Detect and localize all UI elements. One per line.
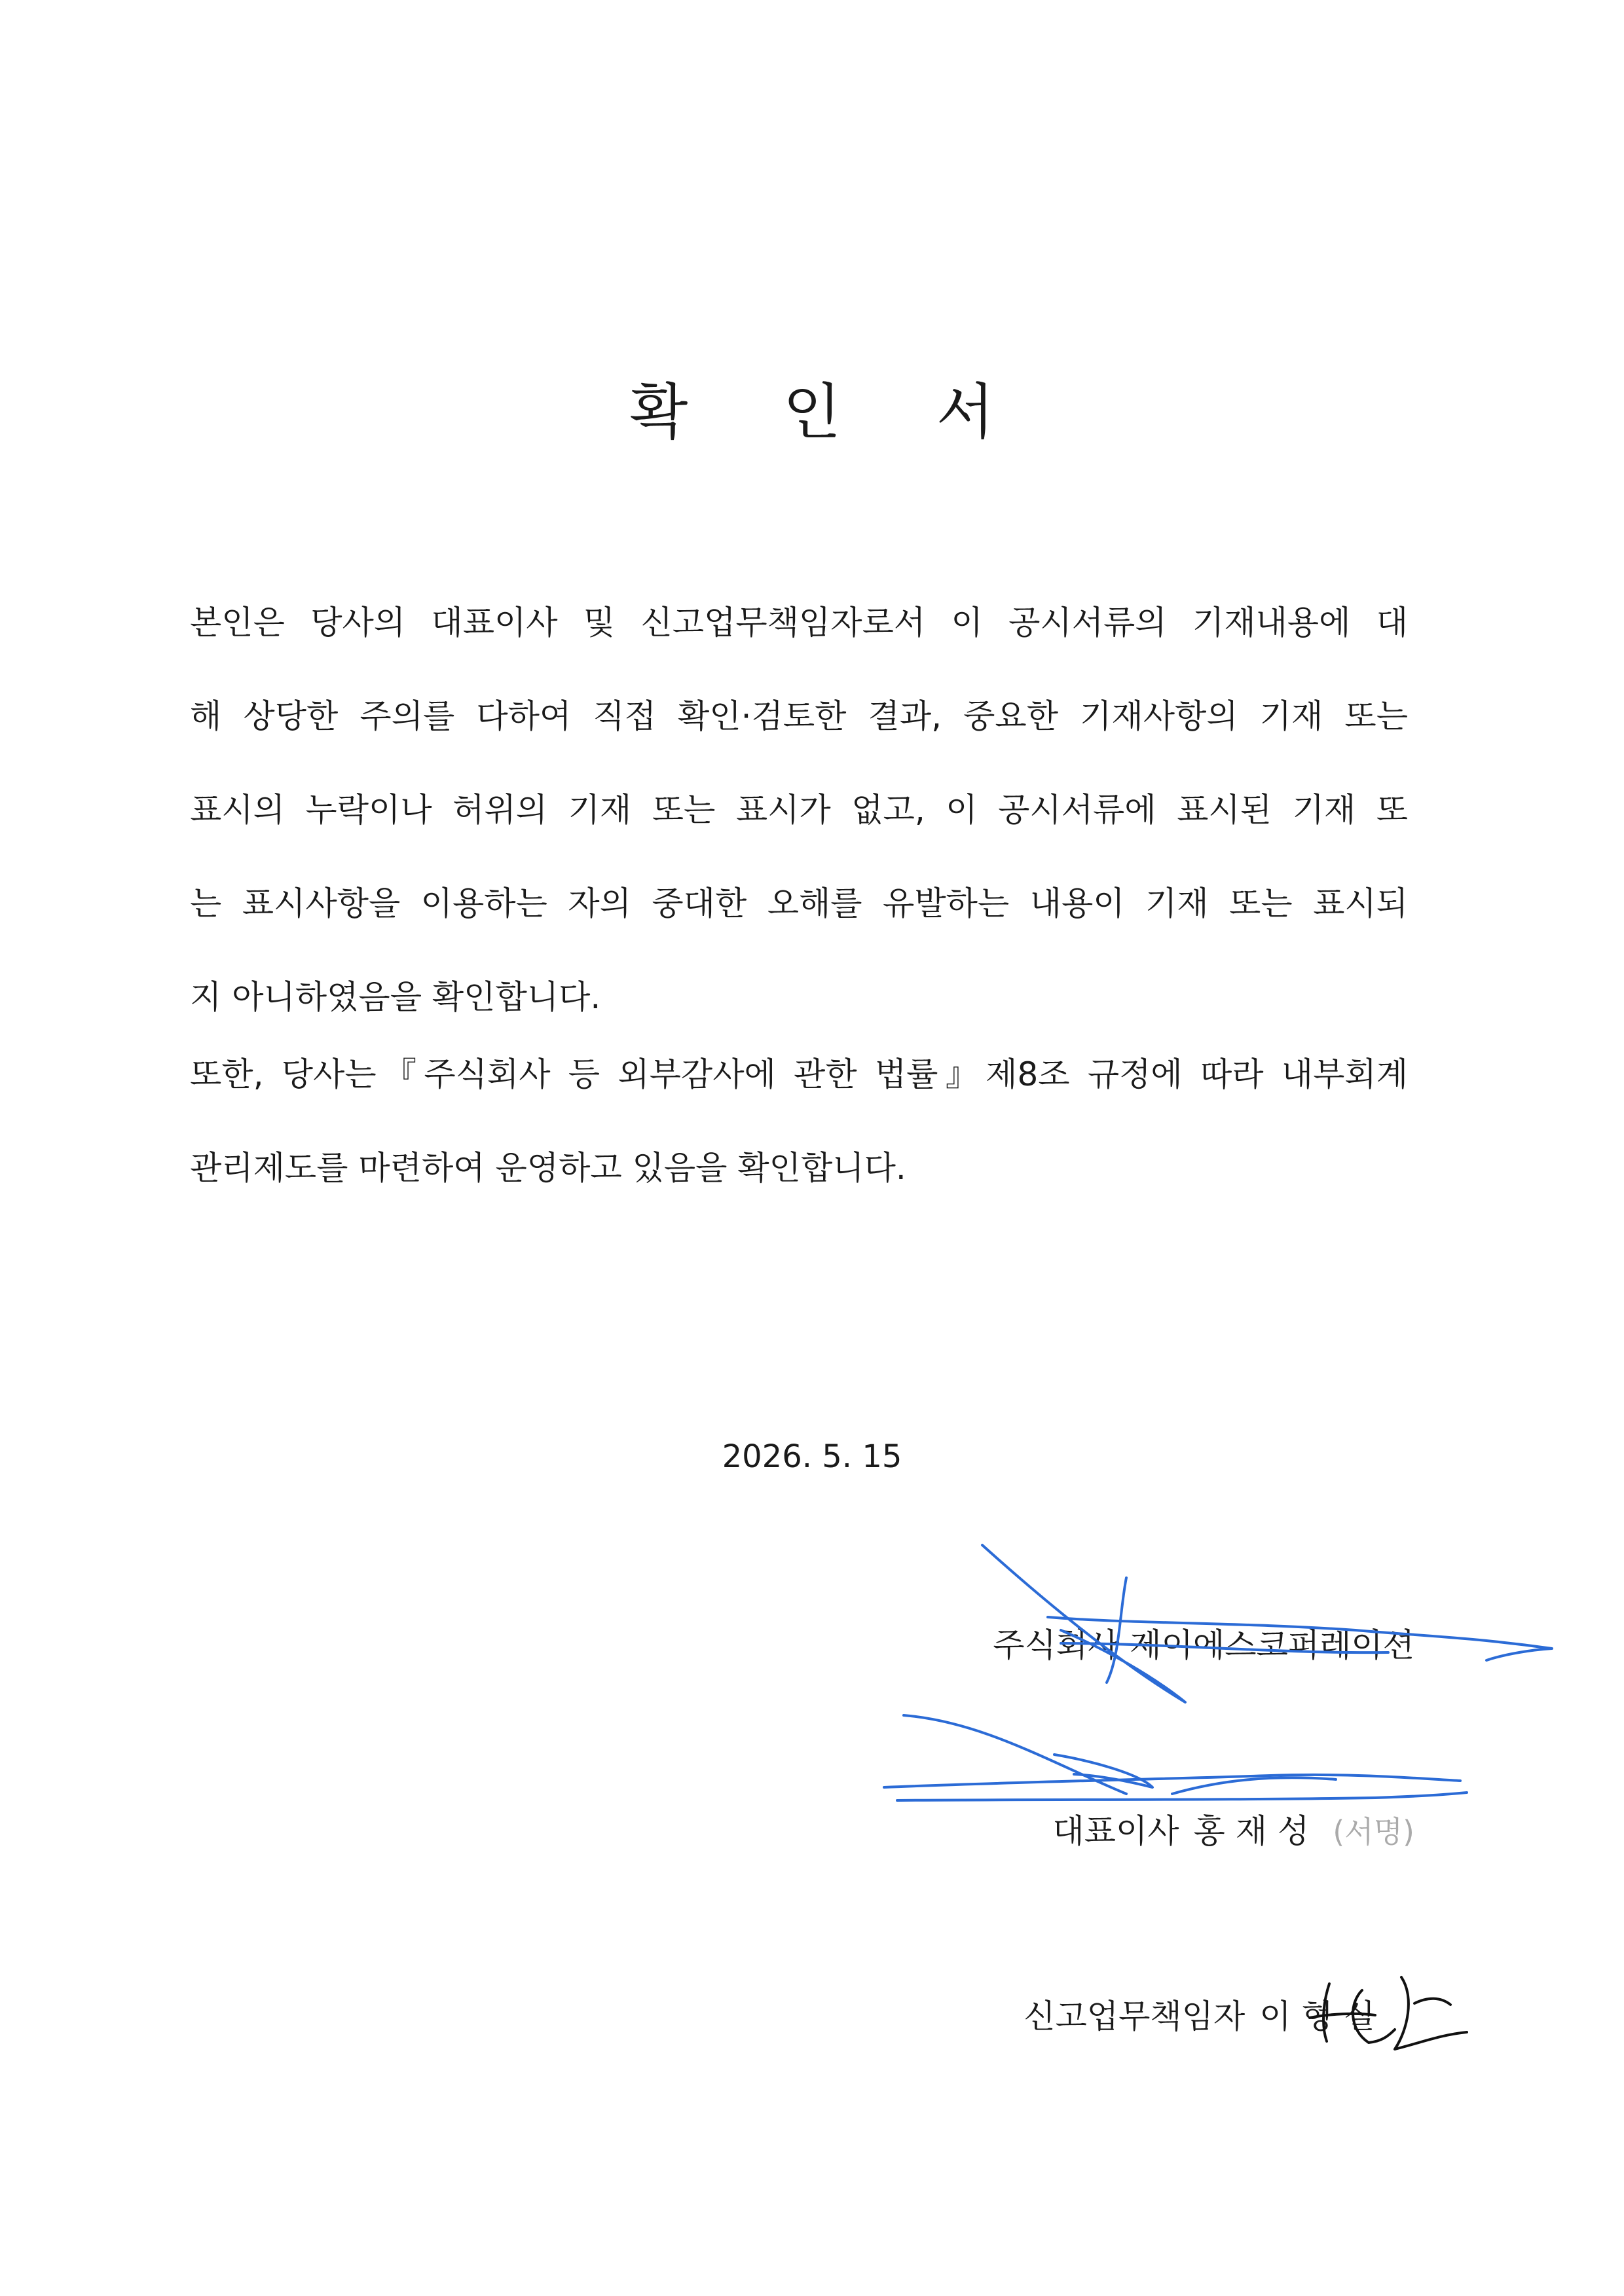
paragraph-line: 는 표시사항을 이용하는 자의 중대한 오해를 유발하는 내용이 기재 또는 표시되 bbox=[190, 884, 1408, 922]
ceo-signature bbox=[877, 1702, 1473, 1813]
ceo-signature-line bbox=[1052, 1808, 1414, 1855]
confirmation-paragraph bbox=[190, 576, 1408, 1044]
officer-label: 신고업무책임자 bbox=[1024, 1997, 1246, 2035]
paragraph-line: 본인은 당사의 대표이사 및 신고업무책임자로서 이 공시서류의 기재내용에 대 bbox=[190, 604, 1408, 642]
document-title: 확 인 서 bbox=[629, 377, 1033, 447]
sign-placeholder: (서명) bbox=[1333, 1814, 1414, 1850]
officer-signature-line bbox=[1024, 1994, 1375, 2039]
paragraph-line: 해 상당한 주의를 다하여 직접 확인·검토한 결과, 중요한 기재사항의 기재 또는 bbox=[190, 697, 1408, 735]
paragraph-line: 지 아니하였음을 확인합니다. bbox=[190, 978, 601, 1016]
officer-name: 이 형 실 bbox=[1259, 1997, 1375, 2035]
paragraph-line: 또한, 당사는『주식회사 등 외부감사에 관한 법률』제8조 규정에 따라 내부회계 bbox=[190, 1055, 1408, 1093]
paragraph-line: 관리제도를 마련하여 운영하고 있음을 확인합니다. bbox=[190, 1149, 906, 1187]
paragraph-line: 표시의 누락이나 허위의 기재 또는 표시가 없고, 이 공시서류에 표시된 기재 또 bbox=[190, 791, 1408, 829]
ceo-label: 대표이사 bbox=[1052, 1812, 1179, 1850]
ceo-name: 홍 재 성 bbox=[1193, 1812, 1310, 1850]
document-date: 2026. 5. 15 bbox=[722, 1438, 902, 1475]
company-name: 주식회사 제이에스코퍼레이션 bbox=[993, 1626, 1414, 1664]
internal-control-paragraph bbox=[190, 1028, 1408, 1215]
